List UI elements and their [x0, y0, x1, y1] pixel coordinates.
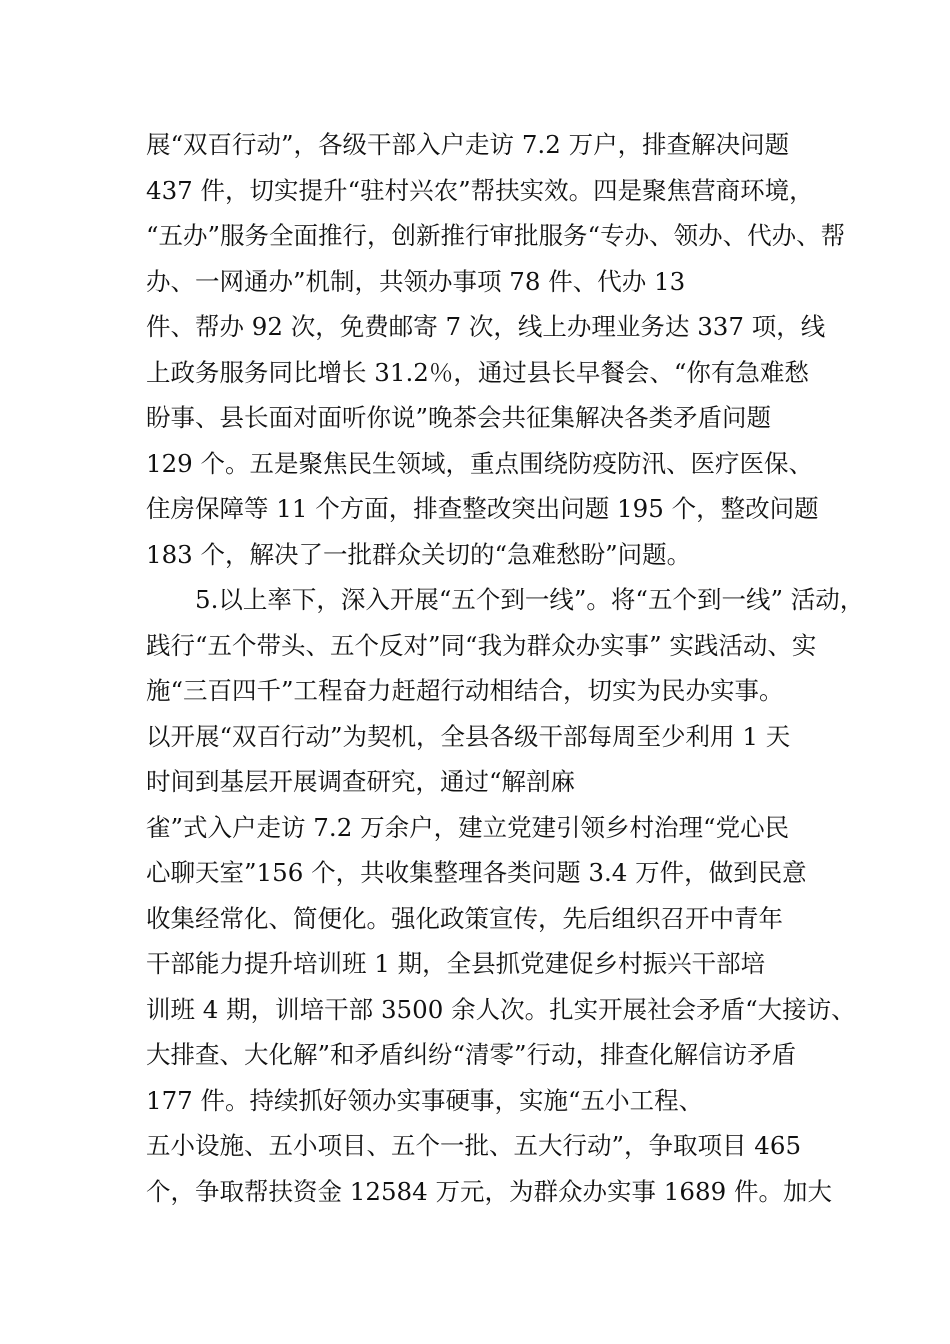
text-line: 大排查、大化解”和矛盾纠纷“清零”行动，排查化解信访矛盾 [146, 1040, 797, 1069]
text-line: 129 个。五是聚焦民生领域，重点围绕防疫防汛、医疗医保、 [146, 448, 814, 478]
text-line: 干部能力提升培训班 1 期，全县抓党建促乡村振兴干部培 [146, 949, 766, 978]
body-text [146, 122, 865, 1214]
text-line: 件、帮办 92 次，免费邮寄 7 次，线上办理业务达 337 项，线 [146, 312, 826, 341]
text-line: 时间到基层开展调查研究，通过“解剖麻 [146, 767, 576, 796]
text-line: 训班 4 期，训培干部 3500 余人次。扎实开展社会矛盾“大接访、 [146, 994, 856, 1024]
text-line: 雀”式入户走访 7.2 万余户，建立党建引领乡村治理“党心民 [146, 812, 790, 842]
text-line: 施“三百四千”工程奋力赶超行动相结合，切实为民办实事。 [146, 676, 784, 705]
text-line: 五小设施、五小项目、五个一批、五大行动”，争取项目 465 [146, 1131, 802, 1160]
text-line: 办、一网通办”机制，共领办事项 78 件、代办 13 [146, 266, 686, 296]
text-line: 心聊天室”156 个，共收集整理各类问题 3.4 万件，做到民意 [146, 858, 807, 887]
text-line: 177 件。持续抓好领办实事硬事，实施“五小工程、 [146, 1085, 704, 1115]
text-line: 收集经常化、简便化。强化政策宣传，先后组织召开中青年 [146, 903, 783, 933]
text-line: 个，争取帮扶资金 12584 万元，为群众办实事 1689 件。加大 [146, 1176, 832, 1206]
text-line: 以开展“双百行动”为契机，全县各级干部每周至少利用 1 天 [146, 721, 791, 751]
text-line: 183 个，解决了一批群众关切的“急难愁盼”问题。 [146, 539, 692, 569]
text-line: 展“双百行动”，各级干部入户走访 7.2 万户，排查解决问题 [146, 130, 790, 159]
text-line: “五办”服务全面推行，创新推行审批服务“专办、领办、代办、帮 [146, 221, 846, 250]
text-line: 上政务服务同比增长 31.2％，通过县长早餐会、“你有急难愁 [146, 357, 809, 387]
paragraph-start-line: 5.以上率下，深入开展“五个到一线”。将“五个到一线” 活动， [195, 585, 865, 614]
text-line: 437 件，切实提升“驻村兴农”帮扶实效。四是聚焦营商环境， [146, 175, 814, 205]
text-line: 住房保障等 11 个方面，排查整改突出问题 195 个，整改问题 [146, 494, 819, 523]
text-line: 践行“五个带头、五个反对”同“我为群众办实事” 实践活动、实 [146, 630, 817, 660]
text-line: 盼事、县长面对面听你说”晚茶会共征集解决各类矛盾问题 [146, 403, 772, 432]
